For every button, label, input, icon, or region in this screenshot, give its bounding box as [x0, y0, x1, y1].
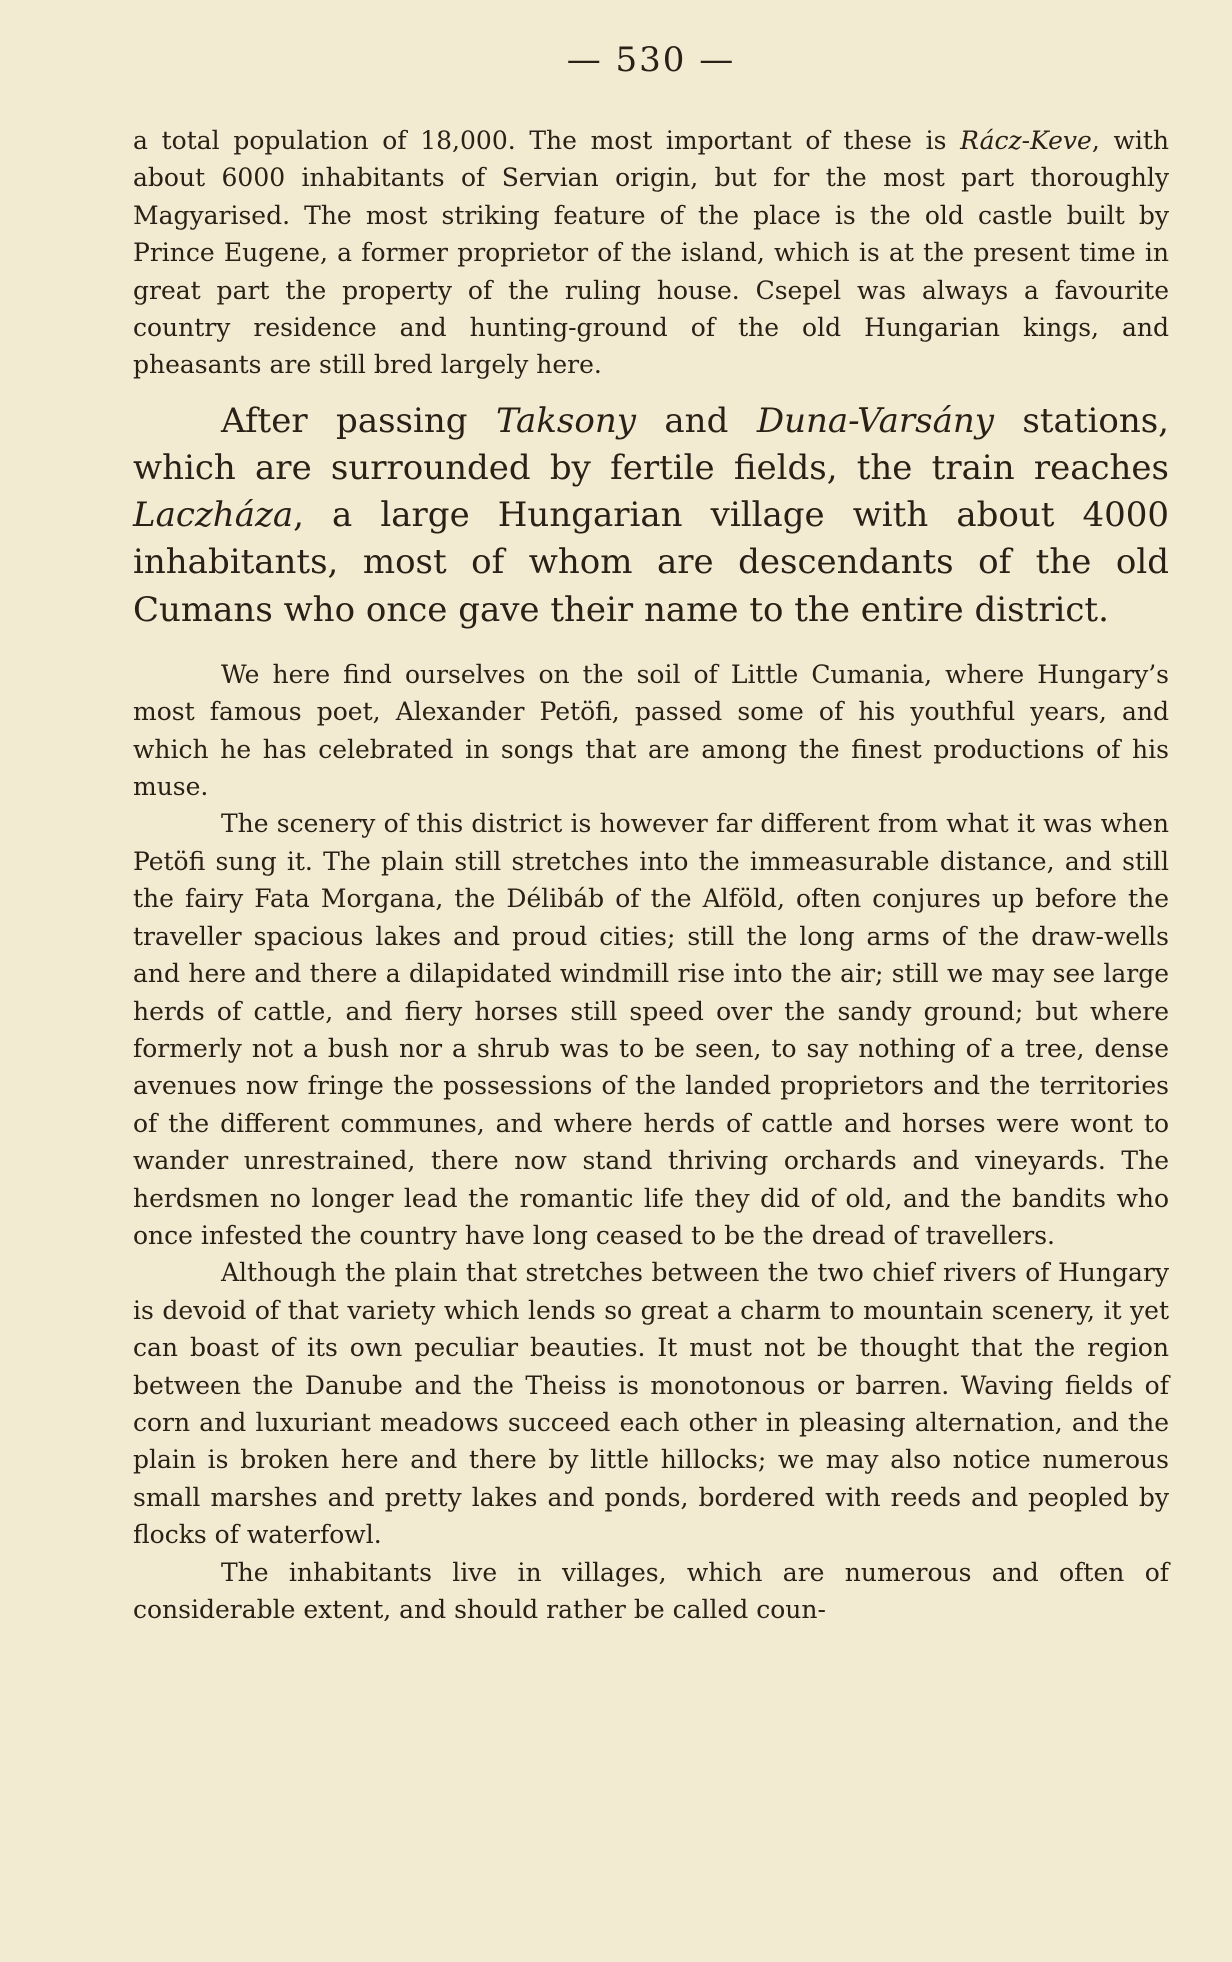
place-name-laczhaza: Laczháza	[133, 495, 294, 536]
paragraph-text: a total population of 18,000. The most important of these is	[133, 126, 961, 155]
place-name-taksony: Taksony	[496, 400, 636, 441]
paragraph-laczhaza	[133, 398, 1169, 634]
page-number: — 530 —	[566, 40, 736, 80]
paragraph-little-cumania: We here find ourselves on the soil of Little Cumania, where Hungary’s most famous poet, Alexander Petöfi, passed some of his youthful years, and which he has celebrated in songs that are among the finest productions of his muse.	[133, 659, 1169, 802]
paragraph-scenery: The scenery of this district is however far different from what it was when Petöfi sung it. The plain still stretches into the immeasurable distance, and still the fairy Fata Morgana, the Délibáb of the Alföld, often conjures up before the traveller spacious lakes and proud cities; still the long arms of the draw-wells and here and there a dilapidated windmill rise into the air; still we may see large herds of cattle, and fiery horses still speed over the sandy ground; but where formerly not a bush nor a shrub was to be seen, to say nothing of a tree, dense avenues now fringe the possessions of the landed proprietors and the territories of the different communes, and where herds of cattle and horses were wont to wander unrestrained, there now stand thriving orchards and vineyards. The herdsmen no longer lead the romantic life they did of old, and the bandits who once infested the country have long ceased to be the dread of travellers.	[133, 809, 1169, 1250]
paragraph-plain: Although the plain that stretches between the two chief rivers of Hungary is devoid of that variety which lends so great a charm to mountain scenery, it yet can boast of its own peculiar beauties. It must not be thought that the region between the Danube and the Theiss is monotonous or barren. Waving fields of corn and luxuriant meadows succeed each other in pleasing alternation, and the plain is broken here and there by little hillocks; we may also notice numerous small marshes and pretty lakes and ponds, bordered with reeds and peopled by flocks of waterfowl.	[133, 1258, 1169, 1550]
place-name-racz-keve: Rácz-Keve	[960, 126, 1092, 155]
paragraph-text: stations, which are surrounded by fertile fields, the train reaches	[133, 400, 1169, 489]
place-name-duna-varsany: Duna-Varsány	[756, 400, 994, 441]
paragraph-inhabitants: The inhabitants live in villages, which are numerous and often of considerable extent, and should rather be called coun-	[133, 1557, 1169, 1625]
paragraph-text: After passing	[221, 400, 496, 441]
book-page	[133, 38, 1169, 1628]
paragraph-racz-keve	[133, 122, 1169, 384]
paragraph-text: and	[635, 400, 757, 441]
paragraph-text: , a large Hungarian village with about 4000 inhabitants, most of whom are descendants of the old Cumans who once gave their name to the entire district.	[133, 495, 1169, 630]
paragraph-text: , with about 6000 inhabitants of Servian origin, but for the most part thoroughly Magyarised. The most striking feature of the place is the old castle built by Prince Eugene, a former proprietor of the island, which is at the present time in great part the property of the ruling house. Csepel was always a favourite country residence and hunting-ground of the old Hungarian kings, and pheasants are still bred largely here.	[133, 126, 1169, 380]
